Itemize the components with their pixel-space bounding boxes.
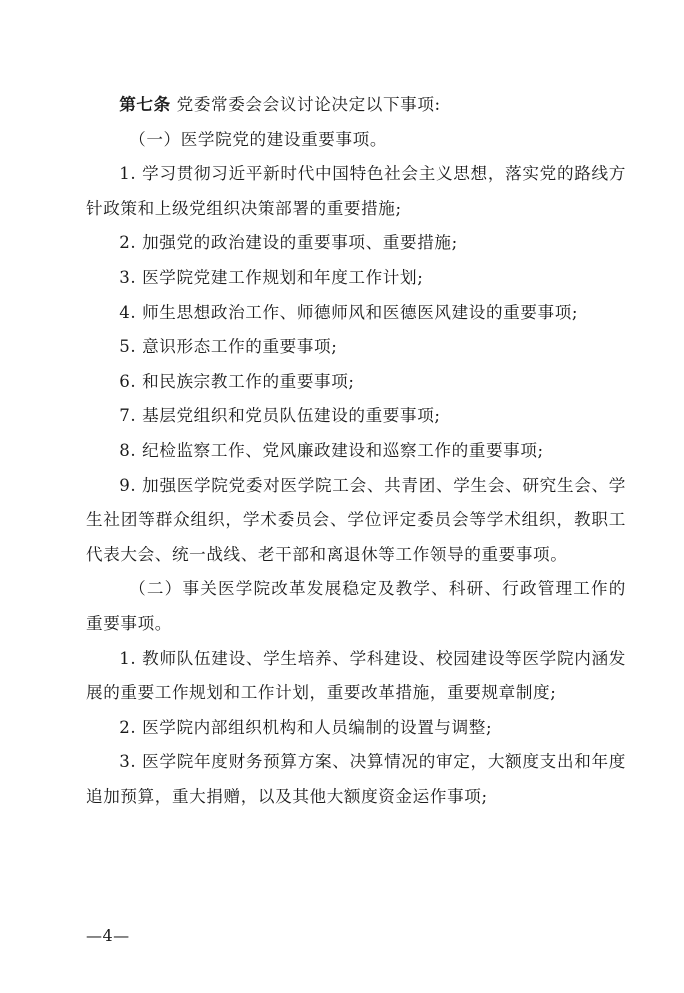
article-intro: 党委常委会会议讨论决定以下事项: bbox=[170, 95, 441, 114]
page-number: —4— bbox=[86, 926, 130, 945]
paragraph: 1. 学习贯彻习近平新时代中国特色社会主义思想，落实党的路线方针政策和上级党组织决策部署的重要措施; bbox=[86, 164, 626, 218]
section-2-heading: （二）事关医学院改革发展稳定及教学、科研、行政管理工作的重要事项。 bbox=[86, 579, 626, 633]
section-1-heading: （一）医学院党的建设重要事项。 bbox=[129, 129, 388, 149]
paragraph: 1. 教师队伍建设、学生培养、学科建设、校园建设等医学院内涵发展的重要工作规划和工作计划，重要改革措施，重要规章制度; bbox=[86, 648, 626, 703]
article-heading: 第七条 bbox=[119, 95, 171, 114]
document-body bbox=[86, 88, 626, 814]
paragraph: 8. 纪检监察工作、党风廉政建设和巡察工作的重要事项; bbox=[119, 440, 544, 460]
paragraph: 5. 意识形态工作的重要事项; bbox=[119, 337, 338, 357]
paragraph: 7. 基层党组织和党员队伍建设的重要事项; bbox=[119, 406, 441, 426]
paragraph: 3. 医学院年度财务预算方案、决算情况的审定，大额度支出和年度追加预算，重大捐赠，以及其他大额度资金运作事项; bbox=[86, 752, 626, 806]
paragraph: 9. 加强医学院党委对医学院工会、共青团、学生会、研究生会、学生社团等群众组织，学术委员会、学位评定委员会等学术组织，教职工代表大会、统一战线、老干部和离退休等工作领导的重要事项。 bbox=[86, 475, 626, 564]
paragraph: 2. 医学院内部组织机构和人员编制的设置与调整; bbox=[119, 717, 493, 737]
paragraph: 2. 加强党的政治建设的重要事项、重要措施; bbox=[119, 233, 458, 253]
article-7 bbox=[86, 88, 626, 123]
paragraph: 6. 和民族宗教工作的重要事项; bbox=[119, 371, 355, 391]
paragraph: 4. 师生思想政治工作、师德师风和医德医风建设的重要事项; bbox=[119, 302, 579, 322]
paragraph: 3. 医学院党建工作规划和年度工作计划; bbox=[119, 267, 424, 287]
